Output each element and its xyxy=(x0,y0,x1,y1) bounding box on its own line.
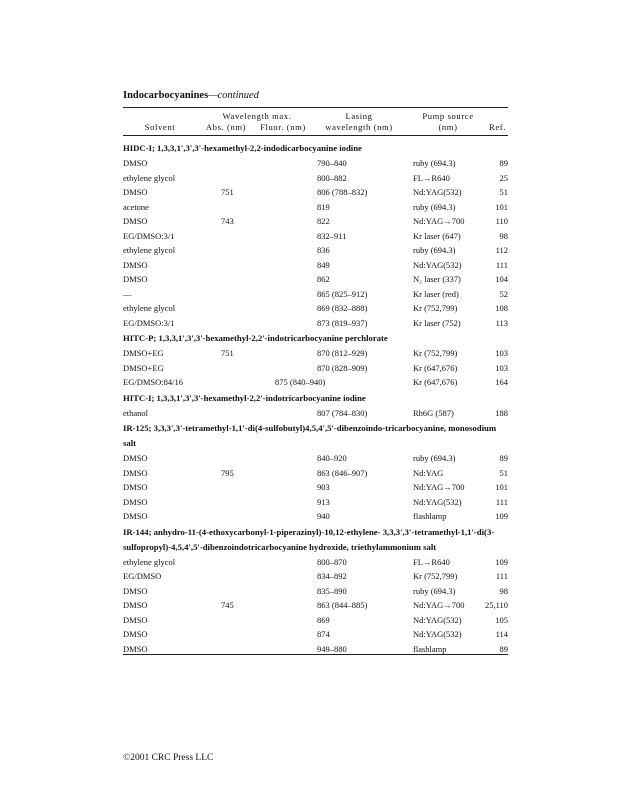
cell-pump: FL→R640 xyxy=(413,172,450,183)
cell-pump: Kr (752,799) xyxy=(413,303,458,313)
cell-pump: ruby (694.3) xyxy=(413,201,456,212)
cell-pump: flashlamp xyxy=(413,643,447,654)
cell-solvent: EG/DMSO:3/1 xyxy=(123,230,175,241)
cell-abs: 751 xyxy=(221,348,234,358)
table-row xyxy=(123,613,508,628)
cell-pump: Nd:YAG xyxy=(413,467,444,478)
table-row xyxy=(123,451,508,466)
cell-solvent: EG/DMSO xyxy=(123,571,162,581)
cell-ref: 52 xyxy=(499,288,508,299)
table-row xyxy=(123,584,508,599)
cell-ref: 109 xyxy=(495,511,508,521)
cell-pump: Kr (647,676) xyxy=(413,362,458,373)
table-row xyxy=(123,346,508,361)
table-row xyxy=(123,480,508,495)
cell-lasing: 840–920 xyxy=(317,453,347,463)
cell-lasing: 873 (819–937) xyxy=(317,317,368,328)
cell-lasing: 834–892 xyxy=(317,571,347,581)
cell-pump: Nd:YAG(532) xyxy=(413,259,462,270)
copyright-footer: ©2001 CRC Press LLC xyxy=(123,753,214,763)
cell-solvent: acetone xyxy=(123,201,149,212)
cell-ref: 98 xyxy=(499,230,508,241)
cell-solvent: DMSO+EG xyxy=(123,348,164,358)
table-row xyxy=(123,258,508,273)
table-row xyxy=(123,200,508,215)
cell-pump: Nd:YAG→700 xyxy=(413,482,465,492)
cell-ref: 188 xyxy=(495,407,508,418)
compound-section-title: IR-144; anhydro-11-(4-ethoxycarbonyl-1-piperazinyl)-10,12-ethylene- 3,3,3',3'-tetramethyl-1,1'-di(3-sulfopropyl)-4,5,4',5'-dibenzoindotricarbocyanine hydroxide, triethylammonium salt xyxy=(123,526,495,552)
header-fluor: Fluor. (nm) xyxy=(260,122,306,132)
header-lasing-wavelength: wavelength (nm) xyxy=(325,122,393,132)
cell-lasing: 869 (832–888) xyxy=(317,303,368,313)
cell-solvent: ethylene glycol xyxy=(123,303,176,313)
cell-lasing: 870 (812–929) xyxy=(317,348,368,358)
table-row xyxy=(123,316,508,331)
cell-pump: Nd:YAG(532) xyxy=(413,187,462,197)
cell-ref: 103 xyxy=(495,362,508,373)
cell-ref: 101 xyxy=(495,482,508,492)
header-ref: Ref. xyxy=(489,122,506,132)
cell-ref: 89 xyxy=(499,453,508,463)
table-bottom-rule xyxy=(123,654,508,655)
table-row xyxy=(123,171,508,186)
cell-lasing: 863 (846–907) xyxy=(317,467,368,478)
cell-ref: 51 xyxy=(499,187,508,197)
cell-pump: flashlamp xyxy=(413,511,447,521)
compound-section-title: HIDC-I; 1,3,3,1',3',3'-hexamethyl-2,2-indodicarbocyanine iodine xyxy=(123,143,362,153)
cell-solvent: DMSO xyxy=(123,496,148,507)
cell-pump: FL→R640 xyxy=(413,556,450,567)
table-row xyxy=(123,375,508,390)
table-header-rule xyxy=(123,135,508,136)
cell-solvent: DMSO xyxy=(123,274,148,284)
cell-lasing: 949–880 xyxy=(317,643,347,654)
cell-pump: Kr (647,676) xyxy=(413,377,458,387)
cell-abs: 745 xyxy=(221,600,234,610)
cell-solvent: ethanol xyxy=(123,407,149,418)
cell-lasing: 819 xyxy=(317,201,330,212)
cell-ref: 114 xyxy=(495,629,508,639)
compound-section-title: HITC-P; 1,3,3,1',3',3'-hexamethyl-2,2'-indotricarbocyanine perchlorate xyxy=(123,333,388,343)
cell-ref: 109 xyxy=(495,556,508,567)
cell-lasing: 940 xyxy=(317,511,330,521)
cell-ref: 112 xyxy=(495,245,508,255)
cell-solvent: DMSO xyxy=(123,614,148,625)
cell-solvent: DMSO xyxy=(123,467,148,478)
cell-abs: 795 xyxy=(221,467,234,478)
table-row xyxy=(123,509,508,524)
cell-lasing: 790–840 xyxy=(317,158,347,168)
cell-abs: 743 xyxy=(221,216,234,226)
cell-solvent: DMSO xyxy=(123,600,148,610)
cell-lasing: 806 (788–832) xyxy=(317,187,368,197)
table-row xyxy=(123,555,508,570)
cell-pump: Rh6G (587) xyxy=(413,407,454,418)
table-top-rule xyxy=(123,107,508,108)
cell-ref: 89 xyxy=(499,158,508,168)
table-row xyxy=(123,272,508,287)
page-title xyxy=(123,90,259,101)
table-row xyxy=(123,185,508,200)
cell-solvent: DMSO xyxy=(123,629,148,639)
cell-ref: 25 xyxy=(499,172,508,183)
header-pump-source: Pump source xyxy=(422,111,474,121)
cell-pump: Kr (752,799) xyxy=(413,571,458,581)
cell-pump: Nd:YAG(532) xyxy=(413,496,462,507)
cell-solvent: EG/DMSO:3/1 xyxy=(123,317,175,328)
cell-lasing: 862 xyxy=(317,274,330,284)
table-row xyxy=(123,156,508,171)
table-row xyxy=(123,214,508,229)
cell-ref: 25,110 xyxy=(484,600,508,610)
cell-solvent: DMSO xyxy=(123,453,148,463)
cell-pump: Kr laser (752) xyxy=(413,317,461,328)
cell-ref: 111 xyxy=(495,496,508,507)
cell-lasing: 863 (844–885) xyxy=(317,600,368,610)
cell-lasing: 865 (825–912) xyxy=(317,288,368,299)
cell-lasing: 869 xyxy=(317,614,330,625)
cell-solvent: DMSO xyxy=(123,216,148,226)
cell-solvent: DMSO xyxy=(123,482,148,492)
table-row xyxy=(123,361,508,376)
cell-pump: ruby (694.3) xyxy=(413,245,456,255)
cell-solvent: — xyxy=(123,288,132,299)
cell-ref: 110 xyxy=(495,216,508,226)
cell-solvent: DMSO xyxy=(123,158,148,168)
cell-pump: ruby (694.3) xyxy=(413,453,456,463)
cell-pump: Nd:YAG→700 xyxy=(413,216,465,226)
cell-ref: 104 xyxy=(495,274,508,284)
cell-lasing: 849 xyxy=(317,259,330,270)
table-row xyxy=(123,627,508,642)
cell-solvent: ethylene glycol xyxy=(123,245,176,255)
cell-solvent: EG/DMSO:84/16 xyxy=(123,377,183,387)
cell-ref: 51 xyxy=(499,467,508,478)
cell-solvent: ethylene glycol xyxy=(123,172,176,183)
cell-solvent: DMSO+EG xyxy=(123,362,164,373)
header-solvent: Solvent xyxy=(144,122,176,132)
cell-pump: Kr (752,799) xyxy=(413,348,458,358)
cell-solvent: DMSO xyxy=(123,187,148,197)
cell-solvent: ethylene glycol xyxy=(123,556,176,567)
cell-lasing: 800–870 xyxy=(317,556,347,567)
table-row xyxy=(123,495,508,510)
cell-abs: 751 xyxy=(221,187,234,197)
header-abs: Abs. (nm) xyxy=(205,122,247,132)
cell-ref: 164 xyxy=(495,377,508,387)
cell-pump: Kr laser (red) xyxy=(413,288,459,299)
cell-ref: 111 xyxy=(495,571,508,581)
header-pump-nm: (nm) xyxy=(438,122,458,132)
table-row xyxy=(123,466,508,481)
table-row xyxy=(123,243,508,258)
cell-solvent: DMSO xyxy=(123,585,148,596)
cell-lasing: 807 (784–830) xyxy=(317,407,368,418)
cell-ref: 113 xyxy=(495,317,508,328)
cell-pump: ruby (694.3) xyxy=(413,585,456,596)
cell-pump: Kr laser (647) xyxy=(413,230,461,241)
cell-lasing: 800–882 xyxy=(317,172,347,183)
table-row xyxy=(123,301,508,316)
header-lasing: Lasing xyxy=(345,111,373,121)
cell-ref: 111 xyxy=(495,259,508,270)
page-title-continued: —continued xyxy=(208,90,259,101)
cell-lasing: 836 xyxy=(317,245,330,255)
cell-solvent: DMSO xyxy=(123,259,148,270)
header-wavelength-max: Wavelength max. xyxy=(222,111,292,121)
cell-lasing: 822 xyxy=(317,216,330,226)
cell-fluor: 875 (840–940) xyxy=(275,377,326,387)
table-row xyxy=(123,569,508,584)
cell-pump: Nd:YAG→700 xyxy=(413,600,465,610)
table-row xyxy=(123,406,508,421)
table-body xyxy=(123,140,508,656)
cell-ref: 108 xyxy=(495,303,508,313)
cell-ref: 101 xyxy=(495,201,508,212)
compound-section-title: IR-125; 3,3,3',3'-tetramethyl-1,1'-di(4-sulfobutyl)4,5,4',5'-dibenzoindo-tricarbocyanine, monosodium salt xyxy=(123,423,497,448)
cell-solvent: DMSO xyxy=(123,643,148,654)
table-row xyxy=(123,287,508,302)
cell-pump: ruby (694.3) xyxy=(413,158,456,168)
cell-lasing: 913 xyxy=(317,496,330,507)
compound-section-title: HITC-I; 1,3,3,1',3',3'-hexamethyl-2,2'-indotricarbocyanine iodine xyxy=(123,392,366,403)
cell-lasing: 903 xyxy=(317,482,330,492)
cell-pump: Nd:YAG(532) xyxy=(413,629,462,639)
cell-lasing: 870 (828–909) xyxy=(317,362,368,373)
cell-ref: 98 xyxy=(499,585,508,596)
cell-ref: 89 xyxy=(499,643,508,654)
cell-ref: 103 xyxy=(495,348,508,358)
cell-lasing: 832–911 xyxy=(317,230,347,241)
cell-solvent: DMSO xyxy=(123,511,148,521)
cell-lasing: 835–890 xyxy=(317,585,347,596)
cell-pump: N₂ laser (337) xyxy=(413,274,461,284)
table-row xyxy=(123,229,508,244)
table-row xyxy=(123,598,508,613)
cell-pump: Nd:YAG(532) xyxy=(413,614,462,625)
cell-lasing: 874 xyxy=(317,629,330,639)
cell-ref: 105 xyxy=(495,614,508,625)
page-title-main: Indocarbocyanines xyxy=(123,90,209,101)
